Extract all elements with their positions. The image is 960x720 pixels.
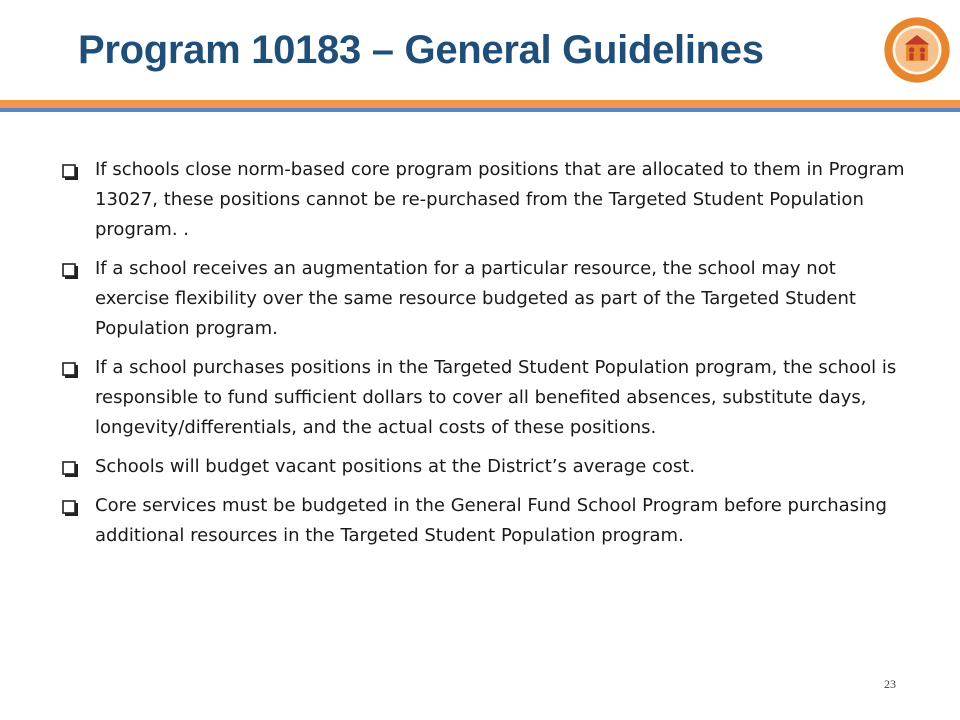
checkbox-bullet-icon [62,164,79,181]
lausd-seal-icon [883,16,951,84]
list-item [62,452,912,482]
list-item [62,353,912,443]
list-item [62,491,912,551]
bullet-text: If a school purchases positions in the Targeted Student Population program, the school is responsible to fund sufficient dollars to cover all benefited absences, substitute days, longevity/differentials, and the actual costs of these positions. [95,357,897,438]
bullet-text: If a school receives an augmentation for a particular resource, the school may not exercise flexibility over the same resource budgeted as part of the Targeted Student Population program. [95,258,856,339]
list-item [62,155,912,245]
list-item [62,254,912,344]
checkbox-bullet-icon [62,500,79,517]
checkbox-bullet-icon [62,461,79,478]
page-title: Program 10183 – General Guidelines [78,28,764,72]
checkbox-bullet-icon [62,263,79,280]
header-divider-orange [0,100,960,108]
bullet-text: If schools close norm-based core program positions that are allocated to them in Program 13027, these positions cannot be re-purchased from the Targeted Student Population program. . [95,159,905,240]
bullet-text: Schools will budget vacant positions at the District’s average cost. [95,456,696,477]
guidelines-list [62,155,912,560]
checkbox-bullet-icon [62,362,79,379]
bullet-text: Core services must be budgeted in the General Fund School Program before purchasing additional resources in the Targeted Student Population program. [95,495,887,546]
page-number: 23 [884,677,896,691]
